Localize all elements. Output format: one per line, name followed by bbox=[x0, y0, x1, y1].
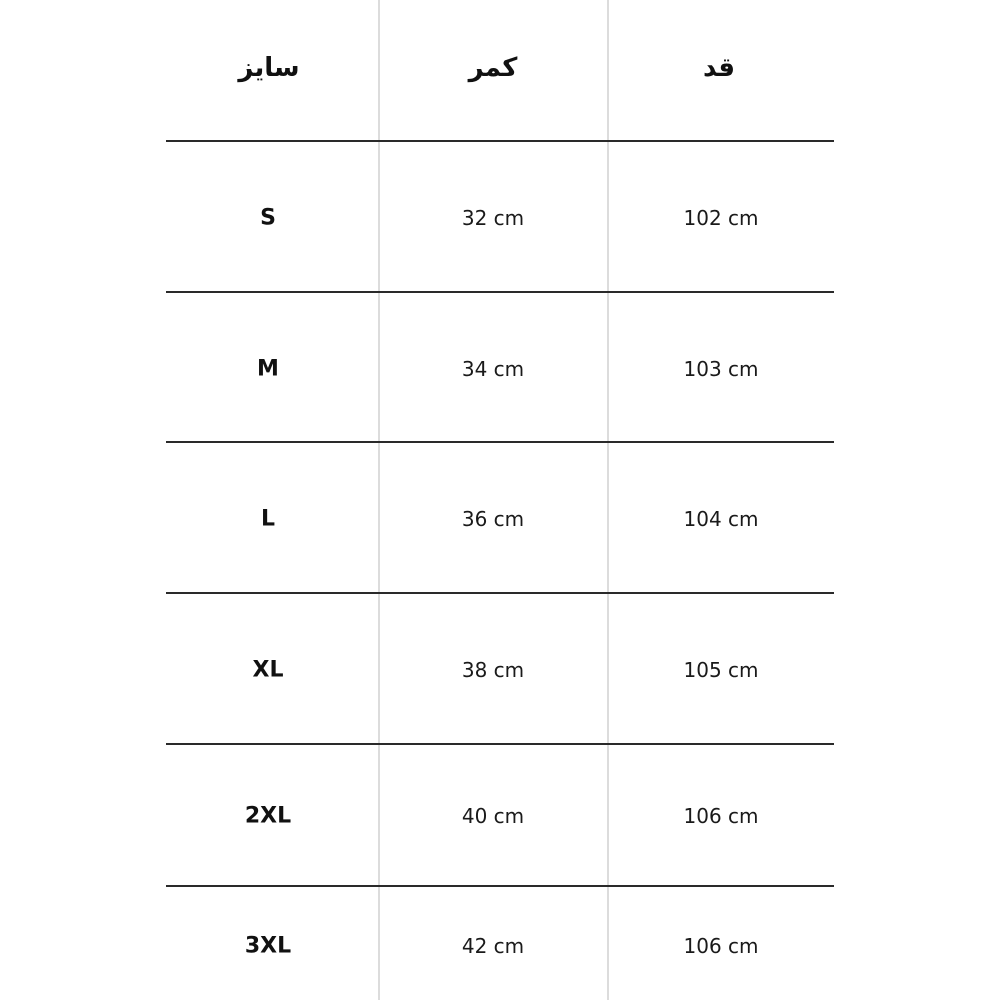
waist-cell: 36 cm bbox=[461, 507, 525, 531]
length-cell: 104 cm bbox=[683, 507, 759, 531]
waist-cell: 34 cm bbox=[461, 357, 525, 381]
header-waist: کمر bbox=[468, 53, 518, 83]
length-cell: 106 cm bbox=[683, 804, 759, 828]
row-divider bbox=[166, 441, 834, 443]
waist-cell: 38 cm bbox=[461, 658, 525, 682]
length-cell: 102 cm bbox=[683, 206, 759, 230]
column-divider bbox=[607, 0, 609, 1000]
waist-cell: 32 cm bbox=[461, 206, 525, 230]
size-cell: S bbox=[260, 205, 276, 231]
waist-cell: 42 cm bbox=[461, 934, 525, 958]
size-cell: 3XL bbox=[244, 933, 292, 959]
waist-cell: 40 cm bbox=[461, 804, 525, 828]
row-divider bbox=[166, 592, 834, 594]
size-cell: 2XL bbox=[244, 803, 292, 829]
size-cell: M bbox=[257, 356, 279, 382]
row-divider bbox=[166, 885, 834, 887]
column-divider bbox=[378, 0, 380, 1000]
row-divider bbox=[166, 140, 834, 142]
row-divider bbox=[166, 743, 834, 745]
length-cell: 106 cm bbox=[683, 934, 759, 958]
header-size: سایز bbox=[238, 53, 300, 83]
size-cell: L bbox=[260, 506, 276, 532]
length-cell: 105 cm bbox=[683, 658, 759, 682]
row-divider bbox=[166, 291, 834, 293]
header-length: قد bbox=[702, 53, 736, 83]
size-cell: XL bbox=[252, 657, 284, 683]
length-cell: 103 cm bbox=[683, 357, 759, 381]
